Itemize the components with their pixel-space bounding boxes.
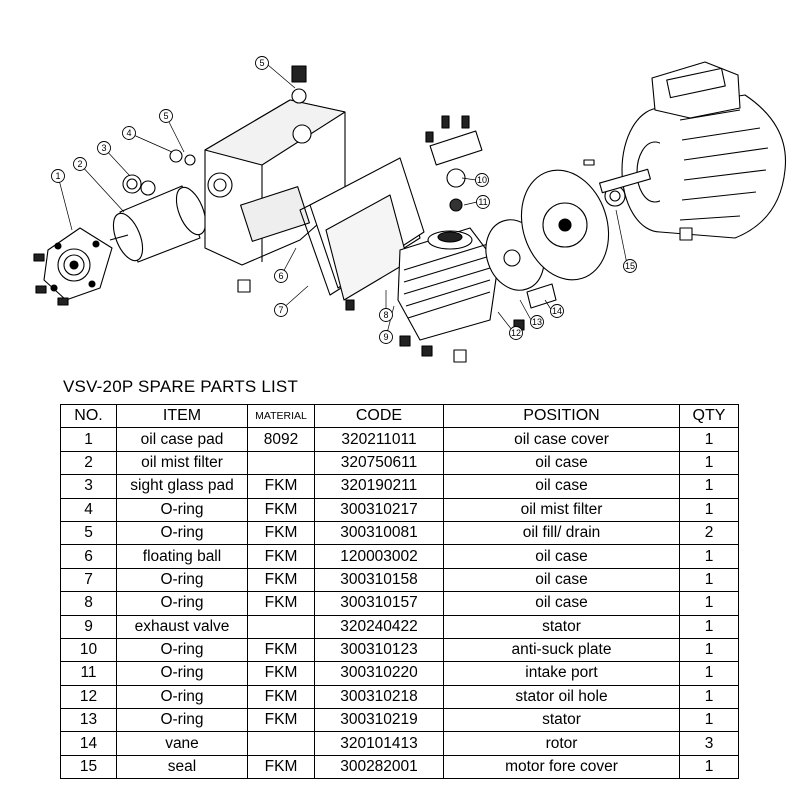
- callout-1: [52, 170, 65, 183]
- cell-material: FKM: [248, 662, 315, 685]
- cell-position: oil case: [444, 568, 680, 591]
- cell-material: FKM: [248, 709, 315, 732]
- cell-item: seal: [117, 755, 248, 778]
- cell-position: oil fill/ drain: [444, 521, 680, 544]
- cell-code: 320101413: [315, 732, 444, 755]
- cell-item: exhaust valve: [117, 615, 248, 638]
- table-row: [61, 498, 739, 521]
- cell-no: 6: [61, 545, 117, 568]
- cell-qty: 1: [680, 545, 739, 568]
- cell-no: 5: [61, 521, 117, 544]
- svg-text:1: 1: [55, 171, 61, 181]
- cell-item: O-ring: [117, 709, 248, 732]
- cell-qty: 1: [680, 592, 739, 615]
- cell-no: 10: [61, 638, 117, 661]
- svg-text:5: 5: [259, 58, 265, 68]
- cell-item: O-ring: [117, 592, 248, 615]
- cell-code: 320190211: [315, 475, 444, 498]
- cell-item: O-ring: [117, 521, 248, 544]
- cell-no: 4: [61, 498, 117, 521]
- cell-qty: 1: [680, 638, 739, 661]
- callout-3: [98, 142, 111, 155]
- motor-drawing: [584, 62, 786, 240]
- cell-no: 7: [61, 568, 117, 591]
- cell-material: FKM: [248, 521, 315, 544]
- svg-text:9: 9: [383, 332, 389, 342]
- oil-mist-filter-drawing: [108, 183, 212, 264]
- cell-material: FKM: [248, 498, 315, 521]
- cell-material: 8092: [248, 428, 315, 451]
- cell-position: rotor: [444, 732, 680, 755]
- table-row: [61, 428, 739, 451]
- cell-no: 11: [61, 662, 117, 685]
- callout-8: [380, 309, 393, 322]
- exploded-view-diagram: [0, 0, 800, 370]
- cell-material: [248, 451, 315, 474]
- callout-12: [510, 327, 523, 340]
- svg-text:13: 13: [531, 317, 543, 327]
- cell-no: 2: [61, 451, 117, 474]
- svg-text:8: 8: [383, 310, 389, 320]
- callout-4: [123, 127, 136, 140]
- callout-7: [275, 304, 288, 317]
- table-row: [61, 615, 739, 638]
- header-no: NO.: [61, 405, 117, 428]
- cell-qty: 1: [680, 451, 739, 474]
- svg-text:11: 11: [478, 197, 488, 207]
- cell-material: FKM: [248, 592, 315, 615]
- svg-text:12: 12: [510, 328, 522, 338]
- cell-item: vane: [117, 732, 248, 755]
- table-row: [61, 755, 739, 778]
- cell-qty: 1: [680, 709, 739, 732]
- cell-position: stator: [444, 615, 680, 638]
- cell-position: oil case: [444, 475, 680, 498]
- cell-no: 1: [61, 428, 117, 451]
- cell-position: anti-suck plate: [444, 638, 680, 661]
- svg-text:5: 5: [163, 111, 169, 121]
- cell-no: 14: [61, 732, 117, 755]
- cell-code: 300310220: [315, 662, 444, 685]
- callout-2: [74, 158, 87, 171]
- cell-position: stator oil hole: [444, 685, 680, 708]
- cell-material: FKM: [248, 638, 315, 661]
- cell-item: O-ring: [117, 662, 248, 685]
- cell-qty: 1: [680, 615, 739, 638]
- cell-material: [248, 732, 315, 755]
- cell-qty: 1: [680, 475, 739, 498]
- cell-no: 9: [61, 615, 117, 638]
- cell-code: 300310218: [315, 685, 444, 708]
- cell-code: 300310157: [315, 592, 444, 615]
- cell-qty: 2: [680, 521, 739, 544]
- table-row: [61, 568, 739, 591]
- cell-qty: 1: [680, 498, 739, 521]
- callout-11: [477, 196, 490, 209]
- cell-item: O-ring: [117, 685, 248, 708]
- svg-text:15: 15: [624, 261, 636, 271]
- table-row: [61, 521, 739, 544]
- header-material: MATERIAL: [248, 405, 315, 428]
- table-row: [61, 638, 739, 661]
- cell-item: oil mist filter: [117, 451, 248, 474]
- cell-material: FKM: [248, 755, 315, 778]
- svg-text:6: 6: [278, 271, 284, 281]
- cell-no: 3: [61, 475, 117, 498]
- svg-text:7: 7: [278, 305, 284, 315]
- table-row: [61, 475, 739, 498]
- cell-position: oil case: [444, 592, 680, 615]
- table-row: [61, 709, 739, 732]
- callout-6: [275, 270, 288, 283]
- table-row: [61, 545, 739, 568]
- cell-qty: 1: [680, 755, 739, 778]
- svg-text:14: 14: [551, 306, 563, 316]
- cell-qty: 1: [680, 568, 739, 591]
- table-row: [61, 662, 739, 685]
- callout-15: [624, 260, 637, 273]
- cell-code: 320240422: [315, 615, 444, 638]
- callout-14: [551, 305, 564, 318]
- cell-code: 120003002: [315, 545, 444, 568]
- header-qty: QTY: [680, 405, 739, 428]
- cell-item: sight glass pad: [117, 475, 248, 498]
- cell-item: O-ring: [117, 568, 248, 591]
- cell-position: stator: [444, 709, 680, 732]
- cell-code: 300310217: [315, 498, 444, 521]
- oil-case-cover-drawing: [34, 228, 112, 305]
- cell-material: [248, 615, 315, 638]
- cell-code: 300310081: [315, 521, 444, 544]
- cell-item: O-ring: [117, 638, 248, 661]
- cell-no: 12: [61, 685, 117, 708]
- cell-code: 300310158: [315, 568, 444, 591]
- cell-position: oil mist filter: [444, 498, 680, 521]
- cell-qty: 1: [680, 428, 739, 451]
- svg-text:10: 10: [476, 175, 488, 185]
- cell-item: oil case pad: [117, 428, 248, 451]
- header-position: POSITION: [444, 405, 680, 428]
- cell-position: oil case cover: [444, 428, 680, 451]
- cell-no: 15: [61, 755, 117, 778]
- header-code: CODE: [315, 405, 444, 428]
- cell-qty: 3: [680, 732, 739, 755]
- cell-code: 300310219: [315, 709, 444, 732]
- cell-no: 8: [61, 592, 117, 615]
- cell-material: FKM: [248, 545, 315, 568]
- cell-qty: 1: [680, 685, 739, 708]
- cell-qty: 1: [680, 662, 739, 685]
- cell-no: 13: [61, 709, 117, 732]
- cell-code: 300310123: [315, 638, 444, 661]
- table-row: [61, 451, 739, 474]
- table-row: [61, 685, 739, 708]
- callout-13: [531, 316, 544, 329]
- cell-position: oil case: [444, 451, 680, 474]
- cell-position: oil case: [444, 545, 680, 568]
- cell-code: 320211011: [315, 428, 444, 451]
- parts-list-title: VSV-20P SPARE PARTS LIST: [63, 377, 299, 396]
- callout-10: [476, 174, 489, 187]
- cell-material: FKM: [248, 568, 315, 591]
- table-header-row: [61, 405, 739, 428]
- callout-5a: [160, 110, 173, 123]
- table-row: [61, 732, 739, 755]
- cell-position: motor fore cover: [444, 755, 680, 778]
- cell-item: floating ball: [117, 545, 248, 568]
- spare-parts-table: [60, 404, 739, 779]
- svg-text:2: 2: [77, 159, 83, 169]
- svg-text:4: 4: [126, 128, 132, 138]
- callout-9: [380, 331, 393, 344]
- cell-material: FKM: [248, 685, 315, 708]
- table-row: [61, 592, 739, 615]
- cell-code: 320750611: [315, 451, 444, 474]
- svg-text:3: 3: [101, 143, 107, 153]
- cell-item: O-ring: [117, 498, 248, 521]
- cell-code: 300282001: [315, 755, 444, 778]
- header-item: ITEM: [117, 405, 248, 428]
- cell-position: intake port: [444, 662, 680, 685]
- callout-5b: [256, 57, 269, 70]
- cell-material: FKM: [248, 475, 315, 498]
